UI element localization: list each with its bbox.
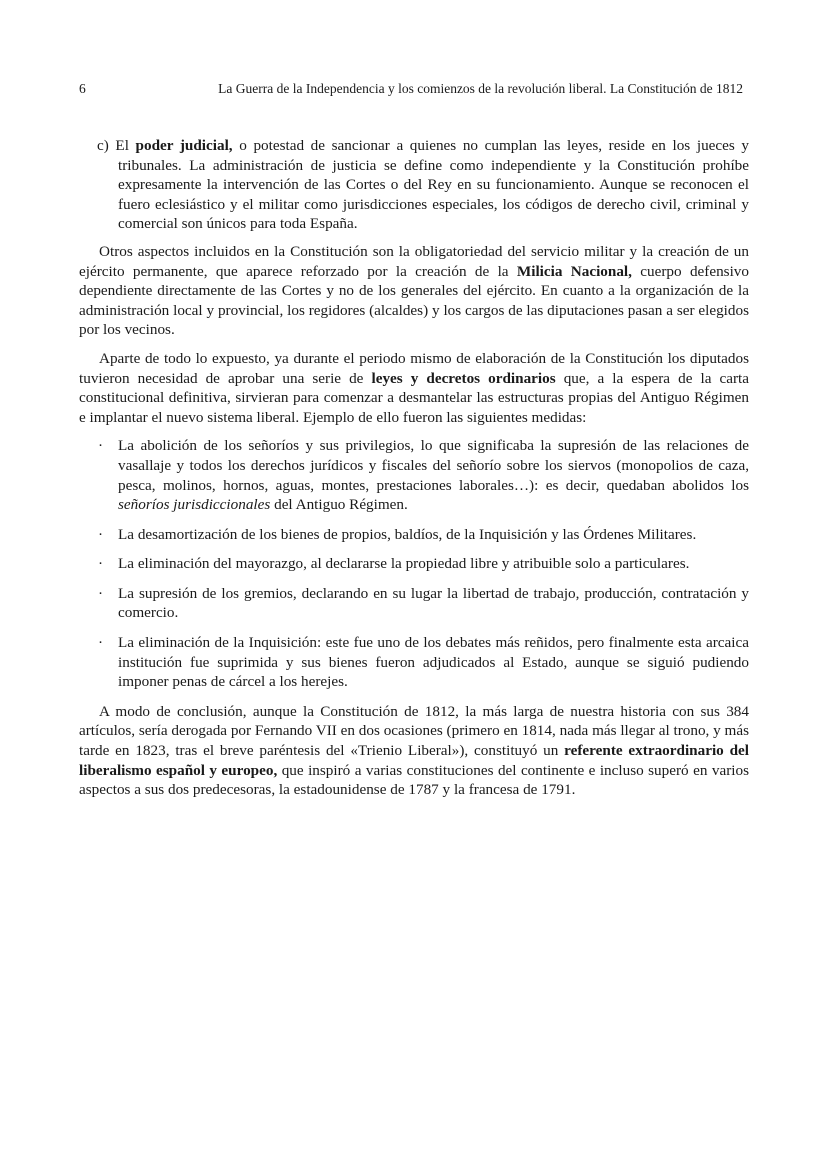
item-poder-judicial <box>79 136 749 234</box>
page-header <box>79 80 743 100</box>
running-title: La Guerra de la Independencia y los comienzos de la revolución liberal. La Constitución de 1812 <box>218 81 743 96</box>
bullet-icon: · <box>98 437 104 455</box>
measures-list <box>79 436 749 692</box>
paragraph-text: que, a la espera de la carta constitucional definitiva, sirvieran para comenzar a desmantelar las estructuras propias del Antiguo Régimen e implantar el nuevo sistema liberal. Ejemplo de ello fueron las siguientes medidas: <box>79 369 749 426</box>
item-marker: c) El <box>97 137 136 154</box>
paragraph-text: Otros aspectos incluidos en la Constitución son la obligatoriedad del servicio militar y la creación de un ejército permanente, que aparece reforzado por la creación de la <box>79 242 749 280</box>
term-senorios-jurisdiccionales: señoríos jurisdiccionales <box>118 496 271 514</box>
term-referente-extraordinario: referente extraordinario del liberalismo español y europeo, <box>79 742 749 779</box>
list-item-senorios <box>79 436 749 514</box>
list-item-text: La desamortización de los bienes de propios, baldíos, de la Inquisición y las Órdenes Militares. <box>118 525 697 543</box>
list-item-gremios <box>79 584 749 623</box>
bullet-icon: · <box>98 584 104 602</box>
paragraph-text: cuerpo defensivo dependiente directamente de las Cortes y no de los generales del ejército. En cuanto a la organización de la administración local y provincial, los regidores (alcaldes) y los cargos de las diputaciones pasan a ser elegidos por los vecinos. <box>79 262 749 339</box>
list-item-mayorazgo <box>79 554 749 574</box>
body-text <box>79 136 749 809</box>
list-item-text: del Antiguo Régimen. <box>270 496 408 514</box>
list-item-desamortizacion <box>79 525 749 545</box>
paragraph-conclusion <box>79 702 749 800</box>
list-item-text: La eliminación del mayorazgo, al declararse la propiedad libre y atribuible solo a particulares. <box>118 555 690 573</box>
term-poder-judicial: poder judicial, <box>135 137 233 154</box>
term-milicia-nacional: Milicia Nacional, <box>516 262 632 280</box>
item-text: o potestad de sancionar a quienes no cumplan las leyes, reside en los jueces y tribunales. La administración de justicia se define como independiente y la Constitución prohíbe expresamente la intervención de las Cortes o del Rey en su funcionamiento. Aunque se reconocen el fuero eclesiástico y el militar como jurisdicciones especiales, los códigos de derecho civil, criminal y comercial son únicos para toda España. <box>118 137 750 233</box>
bullet-icon: · <box>98 525 104 543</box>
list-item-text: La eliminación de la Inquisición: este fue uno de los debates más reñidos, pero finalmente esta arcaica institución fue suprimida y sus bienes fueron adjudicados al Estado, aunque se siguió pudiendo imponer penas de cárcel a los herejes. <box>118 634 749 691</box>
list-item-text: La abolición de los señoríos y sus privilegios, lo que significaba la supresión de las relaciones de vasallaje y todos los derechos jurídicos y fiscales del señorío sobre los siervos (monopolios de caza, pesca, molinos, hornos, aguas, montes, prestaciones laborales…): es decir, quedaban abolidos los <box>118 437 749 494</box>
page-number: 6 <box>79 81 86 96</box>
term-leyes-decretos: leyes y decretos ordinarios <box>371 369 556 387</box>
paragraph-aparte <box>79 349 749 427</box>
bullet-icon: · <box>98 634 104 652</box>
paragraph-text: que inspiró a varias constituciones del continente e incluso superó en varios aspectos a sus dos predecesoras, la estadounidense de 1787 y la francesa de 1791. <box>79 761 749 799</box>
list-item-inquisicion <box>79 633 749 692</box>
paragraph-text: A modo de conclusión, aunque la Constitución de 1812, la más larga de nuestra historia con sus 384 artículos, sería derogada por Fernando VII en dos ocasiones (primero en 1814, nada más llegar al trono, y más tarde en 1823, tras el breve paréntesis del «Trienio Liberal»), constituyó un <box>79 702 749 760</box>
paragraph-otros-aspectos <box>79 242 749 340</box>
bullet-icon: · <box>98 555 104 573</box>
list-item-text: La supresión de los gremios, declarando en su lugar la libertad de trabajo, producción, contratación y comercio. <box>118 584 749 622</box>
paragraph-text: Aparte de todo lo expuesto, ya durante el periodo mismo de elaboración de la Constitución los diputados tuvieron necesidad de aprobar una serie de <box>79 349 749 387</box>
